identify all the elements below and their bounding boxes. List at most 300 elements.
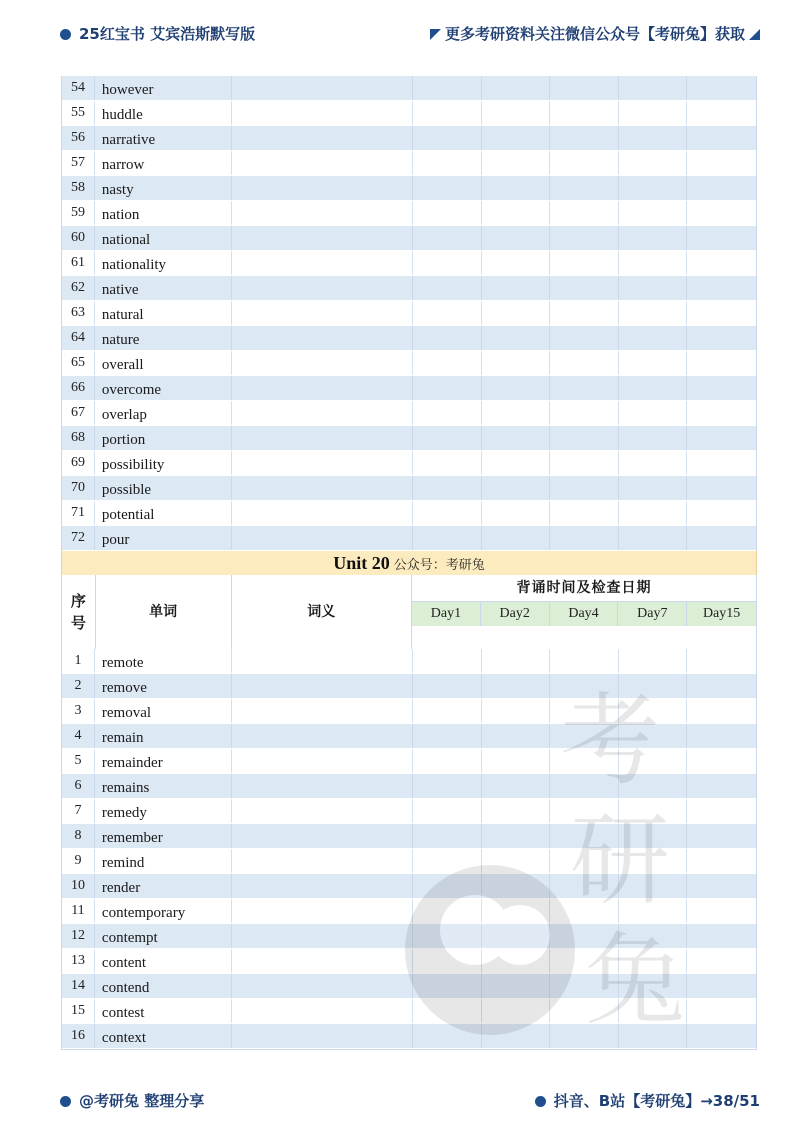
header-meaning: 词义 xyxy=(232,575,412,649)
day-check-cell[interactable] xyxy=(687,126,756,150)
day-check-cell[interactable] xyxy=(619,824,688,848)
row-word: remedy xyxy=(95,799,232,823)
day-check-cell[interactable] xyxy=(550,251,619,275)
day-check-cell[interactable] xyxy=(619,849,688,873)
footer-left xyxy=(60,1090,204,1111)
row-word: nasty xyxy=(95,176,232,200)
day-check-cell[interactable] xyxy=(482,176,551,200)
table-row xyxy=(62,999,756,1024)
day-check-cell[interactable] xyxy=(619,176,688,200)
row-number: 69 xyxy=(62,451,95,475)
day-check-cell[interactable] xyxy=(482,126,551,150)
day-check-cell[interactable] xyxy=(550,376,619,400)
day-check-cell[interactable] xyxy=(413,76,482,100)
meaning-cell[interactable] xyxy=(232,949,413,973)
day-check-cell[interactable] xyxy=(482,401,551,425)
meaning-cell[interactable] xyxy=(232,999,413,1023)
row-number: 55 xyxy=(62,101,95,125)
day-check-cell[interactable] xyxy=(482,774,551,798)
day-check-cell[interactable] xyxy=(687,451,756,475)
day-check-cell[interactable] xyxy=(687,899,756,923)
day-check-cell[interactable] xyxy=(482,526,551,550)
day-check-cell[interactable] xyxy=(482,101,551,125)
day-check-cell[interactable] xyxy=(687,351,756,375)
day-check-cell[interactable] xyxy=(619,351,688,375)
meaning-cell[interactable] xyxy=(232,226,413,250)
row-number: 11 xyxy=(62,899,95,923)
day-check-cell[interactable] xyxy=(619,226,688,250)
table-row xyxy=(62,401,756,426)
day-check-cell[interactable] xyxy=(482,301,551,325)
day-check-cell[interactable] xyxy=(550,451,619,475)
day-check-cell[interactable] xyxy=(413,401,482,425)
header-title: 25红宝书 艾宾浩斯默写版 xyxy=(79,24,256,43)
day-check-cell[interactable] xyxy=(550,724,619,748)
table-row xyxy=(62,76,756,101)
day-check-cell[interactable] xyxy=(413,924,482,948)
day-check-cell[interactable] xyxy=(687,1024,756,1048)
row-number: 3 xyxy=(62,699,95,723)
day-check-cell[interactable] xyxy=(413,724,482,748)
day-check-cell[interactable] xyxy=(619,126,688,150)
table-row xyxy=(62,974,756,999)
day-check-cell[interactable] xyxy=(482,476,551,500)
day-check-cell[interactable] xyxy=(550,426,619,450)
day-check-cell[interactable] xyxy=(413,526,482,550)
day-check-cell[interactable] xyxy=(687,526,756,550)
day-check-cell[interactable] xyxy=(413,799,482,823)
row-word: natural xyxy=(95,301,232,325)
day-check-cell[interactable] xyxy=(619,326,688,350)
day-check-cell[interactable] xyxy=(413,824,482,848)
day-check-cell[interactable] xyxy=(687,326,756,350)
row-number: 63 xyxy=(62,301,95,325)
day-check-cell[interactable] xyxy=(687,101,756,125)
day-check-cell[interactable] xyxy=(413,426,482,450)
day-check-cell[interactable] xyxy=(413,849,482,873)
day-check-cell[interactable] xyxy=(619,724,688,748)
day-check-cell[interactable] xyxy=(550,674,619,698)
corner-triangle-icon xyxy=(749,29,760,40)
day-check-cell[interactable] xyxy=(687,251,756,275)
day-check-cell[interactable] xyxy=(482,451,551,475)
row-number: 9 xyxy=(62,849,95,873)
day-check-cell[interactable] xyxy=(619,699,688,723)
table-row xyxy=(62,126,756,151)
meaning-cell[interactable] xyxy=(232,924,413,948)
day-check-cell[interactable] xyxy=(413,276,482,300)
day-check-cell[interactable] xyxy=(619,774,688,798)
day-check-cell[interactable] xyxy=(619,401,688,425)
meaning-cell[interactable] xyxy=(232,724,413,748)
day-check-cell[interactable] xyxy=(482,674,551,698)
day-check-cell[interactable] xyxy=(619,1024,688,1048)
table-row xyxy=(62,874,756,899)
day-check-cell[interactable] xyxy=(482,649,551,673)
row-word: possible xyxy=(95,476,232,500)
day-check-cell[interactable] xyxy=(413,226,482,250)
day-check-cell[interactable] xyxy=(482,501,551,525)
day-check-cell[interactable] xyxy=(619,426,688,450)
day-check-cell[interactable] xyxy=(482,226,551,250)
day-check-cell[interactable] xyxy=(619,451,688,475)
row-number: 67 xyxy=(62,401,95,425)
day-check-cell[interactable] xyxy=(413,749,482,773)
day-check-cell[interactable] xyxy=(619,276,688,300)
row-word: remote xyxy=(95,649,232,673)
day-check-cell[interactable] xyxy=(482,999,551,1023)
day-check-cell[interactable] xyxy=(482,276,551,300)
day-check-cell[interactable] xyxy=(687,476,756,500)
day-check-cell[interactable] xyxy=(687,426,756,450)
day-check-cell[interactable] xyxy=(619,476,688,500)
table-header xyxy=(61,575,757,649)
day-check-cell[interactable] xyxy=(482,949,551,973)
day-check-cell[interactable] xyxy=(413,351,482,375)
day-check-cell[interactable] xyxy=(413,699,482,723)
meaning-cell[interactable] xyxy=(232,674,413,698)
day-check-cell[interactable] xyxy=(413,376,482,400)
day-check-cell[interactable] xyxy=(550,501,619,525)
row-word: narrow xyxy=(95,151,232,175)
meaning-cell[interactable] xyxy=(232,276,413,300)
day-check-cell[interactable] xyxy=(482,76,551,100)
day-check-cell[interactable] xyxy=(413,451,482,475)
row-word: contempt xyxy=(95,924,232,948)
meaning-cell[interactable] xyxy=(232,176,413,200)
header-day-label: Day15 xyxy=(702,606,741,621)
day-check-cell[interactable] xyxy=(550,276,619,300)
meaning-cell[interactable] xyxy=(232,1024,413,1048)
row-word: contend xyxy=(95,974,232,998)
table-row xyxy=(62,201,756,226)
header-right xyxy=(430,23,760,44)
day-check-cell[interactable] xyxy=(619,974,688,998)
day-check-cell[interactable] xyxy=(619,749,688,773)
header-left xyxy=(60,23,255,44)
day-check-cell[interactable] xyxy=(687,849,756,873)
day-check-cell[interactable] xyxy=(687,226,756,250)
day-check-cell[interactable] xyxy=(687,699,756,723)
day-check-cell[interactable] xyxy=(687,176,756,200)
day-check-cell[interactable] xyxy=(550,949,619,973)
day-check-cell[interactable] xyxy=(619,151,688,175)
day-check-cell[interactable] xyxy=(413,501,482,525)
row-word: nation xyxy=(95,201,232,225)
meaning-cell[interactable] xyxy=(232,874,413,898)
row-number: 12 xyxy=(62,924,95,948)
row-word: potential xyxy=(95,501,232,525)
day-check-cell[interactable] xyxy=(482,849,551,873)
unit-title: Unit 20 xyxy=(333,553,390,573)
day-check-cell[interactable] xyxy=(413,126,482,150)
day-check-cell[interactable] xyxy=(550,899,619,923)
meaning-cell[interactable] xyxy=(232,974,413,998)
row-number: 2 xyxy=(62,674,95,698)
meaning-cell[interactable] xyxy=(232,76,413,100)
day-check-cell[interactable] xyxy=(619,301,688,325)
day-check-cell[interactable] xyxy=(482,151,551,175)
row-number: 58 xyxy=(62,176,95,200)
row-number: 56 xyxy=(62,126,95,150)
row-word: national xyxy=(95,226,232,250)
day-check-cell[interactable] xyxy=(687,376,756,400)
row-word: huddle xyxy=(95,101,232,125)
day-check-cell[interactable] xyxy=(687,649,756,673)
day-check-cell[interactable] xyxy=(482,799,551,823)
meaning-cell[interactable] xyxy=(232,126,413,150)
bullet-dot-icon xyxy=(60,1096,71,1107)
day-check-cell[interactable] xyxy=(413,1024,482,1048)
day-check-cell[interactable] xyxy=(687,874,756,898)
table-row xyxy=(62,849,756,874)
header-schedule xyxy=(412,575,756,649)
day-check-cell[interactable] xyxy=(619,76,688,100)
day-check-cell[interactable] xyxy=(482,924,551,948)
row-word: native xyxy=(95,276,232,300)
day-check-cell[interactable] xyxy=(413,151,482,175)
day-check-cell[interactable] xyxy=(482,1024,551,1048)
table-row xyxy=(62,799,756,824)
row-word: overlap xyxy=(95,401,232,425)
day-check-cell[interactable] xyxy=(413,874,482,898)
day-check-cell[interactable] xyxy=(619,649,688,673)
day-check-cell[interactable] xyxy=(550,301,619,325)
meaning-cell[interactable] xyxy=(232,426,413,450)
day-check-cell[interactable] xyxy=(619,999,688,1023)
row-word: removal xyxy=(95,699,232,723)
day-check-cell[interactable] xyxy=(550,824,619,848)
table-row xyxy=(62,674,756,699)
meaning-cell[interactable] xyxy=(232,774,413,798)
day-check-cell[interactable] xyxy=(619,799,688,823)
table-row xyxy=(62,151,756,176)
row-word: nature xyxy=(95,326,232,350)
table-row xyxy=(62,351,756,376)
day-check-cell[interactable] xyxy=(687,824,756,848)
day-check-cell[interactable] xyxy=(413,899,482,923)
meaning-cell[interactable] xyxy=(232,301,413,325)
meaning-cell[interactable] xyxy=(232,699,413,723)
meaning-cell[interactable] xyxy=(232,351,413,375)
day-check-cell[interactable] xyxy=(550,749,619,773)
day-check-cell[interactable] xyxy=(482,351,551,375)
meaning-cell[interactable] xyxy=(232,201,413,225)
day-check-cell[interactable] xyxy=(413,201,482,225)
day-check-cell[interactable] xyxy=(687,276,756,300)
day-check-cell[interactable] xyxy=(550,1024,619,1048)
row-number: 59 xyxy=(62,201,95,225)
day-check-cell[interactable] xyxy=(482,724,551,748)
day-check-cell[interactable] xyxy=(687,974,756,998)
day-check-cell[interactable] xyxy=(687,201,756,225)
meaning-cell[interactable] xyxy=(232,749,413,773)
row-number: 13 xyxy=(62,949,95,973)
day-check-cell[interactable] xyxy=(550,999,619,1023)
row-number: 72 xyxy=(62,526,95,550)
row-number: 68 xyxy=(62,426,95,450)
day-check-cell[interactable] xyxy=(619,376,688,400)
row-number: 5 xyxy=(62,749,95,773)
meaning-cell[interactable] xyxy=(232,824,413,848)
table-row xyxy=(62,301,756,326)
day-check-cell[interactable] xyxy=(482,426,551,450)
day-check-cell[interactable] xyxy=(687,724,756,748)
table-row xyxy=(62,101,756,126)
page-header xyxy=(60,22,760,44)
meaning-cell[interactable] xyxy=(232,151,413,175)
day-check-cell[interactable] xyxy=(687,401,756,425)
day-check-cell[interactable] xyxy=(619,674,688,698)
meaning-cell[interactable] xyxy=(232,526,413,550)
meaning-cell[interactable] xyxy=(232,401,413,425)
day-check-cell[interactable] xyxy=(413,974,482,998)
day-check-cell[interactable] xyxy=(482,699,551,723)
day-check-cell[interactable] xyxy=(687,749,756,773)
day-check-cell[interactable] xyxy=(413,301,482,325)
table-row xyxy=(62,251,756,276)
day-check-cell[interactable] xyxy=(687,151,756,175)
day-check-cell[interactable] xyxy=(482,326,551,350)
day-check-cell[interactable] xyxy=(550,649,619,673)
meaning-cell[interactable] xyxy=(232,649,413,673)
day-check-cell[interactable] xyxy=(482,251,551,275)
row-number: 57 xyxy=(62,151,95,175)
day-check-cell[interactable] xyxy=(413,176,482,200)
day-check-cell[interactable] xyxy=(482,824,551,848)
day-check-cell[interactable] xyxy=(550,126,619,150)
row-number: 70 xyxy=(62,476,95,500)
day-check-cell[interactable] xyxy=(413,649,482,673)
meaning-cell[interactable] xyxy=(232,501,413,525)
table-row xyxy=(62,824,756,849)
day-check-cell[interactable] xyxy=(550,849,619,873)
meaning-cell[interactable] xyxy=(232,849,413,873)
table-row xyxy=(62,724,756,749)
table-row xyxy=(62,949,756,974)
day-check-cell[interactable] xyxy=(550,101,619,125)
meaning-cell[interactable] xyxy=(232,899,413,923)
day-check-cell[interactable] xyxy=(550,799,619,823)
header-day-label: Day7 xyxy=(618,602,687,626)
day-check-cell[interactable] xyxy=(619,251,688,275)
day-check-cell[interactable] xyxy=(687,674,756,698)
footer-right xyxy=(535,1090,760,1111)
day-check-cell[interactable] xyxy=(687,924,756,948)
meaning-cell[interactable] xyxy=(232,326,413,350)
day-check-cell[interactable] xyxy=(413,101,482,125)
day-check-cell[interactable] xyxy=(550,699,619,723)
table-row xyxy=(62,1024,756,1049)
row-number: 7 xyxy=(62,799,95,823)
day-check-cell[interactable] xyxy=(550,326,619,350)
day-check-cell[interactable] xyxy=(413,326,482,350)
day-check-cell[interactable] xyxy=(482,974,551,998)
meaning-cell[interactable] xyxy=(232,451,413,475)
day-check-cell[interactable] xyxy=(550,924,619,948)
meaning-cell[interactable] xyxy=(232,251,413,275)
day-check-cell[interactable] xyxy=(482,749,551,773)
day-check-cell[interactable] xyxy=(550,226,619,250)
unit-subtitle: 公众号：考研兔 xyxy=(393,558,485,573)
header-day-label: Day4 xyxy=(550,602,619,626)
day-check-cell[interactable] xyxy=(619,874,688,898)
row-word: remember xyxy=(95,824,232,848)
table-row xyxy=(62,476,756,501)
day-check-cell[interactable] xyxy=(413,949,482,973)
day-check-cell[interactable] xyxy=(619,501,688,525)
row-word: possibility xyxy=(95,451,232,475)
day-check-cell[interactable] xyxy=(413,674,482,698)
day-check-cell[interactable] xyxy=(687,999,756,1023)
day-check-cell[interactable] xyxy=(482,899,551,923)
table-bottom-border xyxy=(61,1049,757,1050)
day-check-cell[interactable] xyxy=(687,501,756,525)
row-word: overall xyxy=(95,351,232,375)
day-check-cell[interactable] xyxy=(550,774,619,798)
day-check-cell[interactable] xyxy=(550,176,619,200)
day-check-cell[interactable] xyxy=(482,201,551,225)
day-check-cell[interactable] xyxy=(687,76,756,100)
day-check-cell[interactable] xyxy=(687,799,756,823)
day-check-cell[interactable] xyxy=(619,101,688,125)
row-number: 10 xyxy=(62,874,95,898)
day-check-cell[interactable] xyxy=(687,774,756,798)
row-word: content xyxy=(95,949,232,973)
bullet-dot-icon xyxy=(535,1096,546,1107)
day-check-cell[interactable] xyxy=(413,251,482,275)
row-number: 1 xyxy=(62,649,95,673)
day-check-cell[interactable] xyxy=(413,774,482,798)
day-check-cell[interactable] xyxy=(550,351,619,375)
day-check-cell[interactable] xyxy=(482,874,551,898)
day-check-cell[interactable] xyxy=(550,401,619,425)
day-check-cell[interactable] xyxy=(619,949,688,973)
day-check-cell[interactable] xyxy=(550,151,619,175)
day-check-cell[interactable] xyxy=(619,924,688,948)
row-number: 60 xyxy=(62,226,95,250)
day-check-cell[interactable] xyxy=(550,974,619,998)
row-word: remainder xyxy=(95,749,232,773)
row-number: 71 xyxy=(62,501,95,525)
day-check-cell[interactable] xyxy=(619,201,688,225)
row-word: narrative xyxy=(95,126,232,150)
header-schedule-title: 背诵时间及检查日期 xyxy=(412,575,756,602)
day-check-cell[interactable] xyxy=(413,999,482,1023)
day-check-cell[interactable] xyxy=(550,201,619,225)
day-check-cell[interactable] xyxy=(687,301,756,325)
meaning-cell[interactable] xyxy=(232,101,413,125)
meaning-cell[interactable] xyxy=(232,376,413,400)
day-check-cell[interactable] xyxy=(550,76,619,100)
day-check-cell[interactable] xyxy=(550,526,619,550)
day-check-cell[interactable] xyxy=(687,949,756,973)
header-blank xyxy=(412,626,756,649)
row-number: 4 xyxy=(62,724,95,748)
meaning-cell[interactable] xyxy=(232,476,413,500)
day-check-cell[interactable] xyxy=(550,476,619,500)
day-check-cell[interactable] xyxy=(619,899,688,923)
day-check-cell[interactable] xyxy=(413,476,482,500)
row-number: 6 xyxy=(62,774,95,798)
row-number: 65 xyxy=(62,351,95,375)
day-check-cell[interactable] xyxy=(482,376,551,400)
day-check-cell[interactable] xyxy=(619,526,688,550)
row-number: 16 xyxy=(62,1024,95,1048)
meaning-cell[interactable] xyxy=(232,799,413,823)
row-word: nationality xyxy=(95,251,232,275)
day-check-cell[interactable] xyxy=(550,874,619,898)
